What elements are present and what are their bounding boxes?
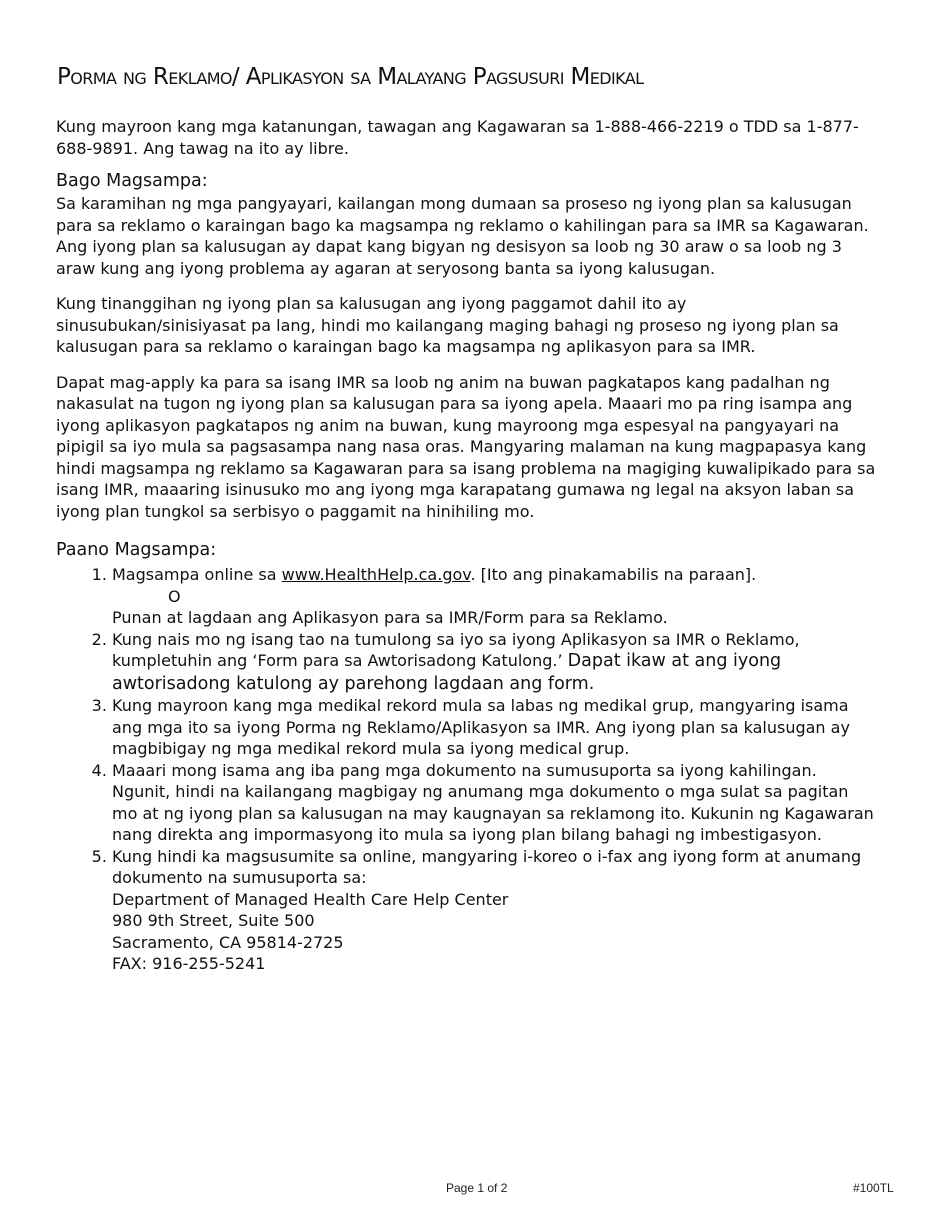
address-line-street: 980 9th Street, Suite 500 (112, 911, 315, 930)
list-item (112, 564, 878, 629)
list-item (112, 846, 878, 975)
page-title: Porma ng Reklamo/ Aplikasyon sa Malayang Pagsusuri Medikal (57, 64, 644, 90)
filing-steps-list (56, 564, 878, 975)
page-number: Page 1 of 2 (446, 1181, 508, 1195)
form-code: #100TL (853, 1181, 894, 1195)
step1-alternative: Punan at lagdaan ang Aplikasyon para sa IMR/Form para sa Reklamo. (112, 608, 668, 627)
mailing-address (112, 889, 878, 975)
address-line-fax: FAX: 916-255-5241 (112, 954, 266, 973)
section-heading-how-to-file: Paano Magsampa: (56, 540, 217, 560)
address-line-city: Sacramento, CA 95814-2725 (112, 932, 344, 952)
or-separator: O (168, 586, 181, 606)
section-heading-before-filing: Bago Magsampa: (56, 171, 208, 191)
step2-emphasis: Dapat ikaw at ang iyong awtorisadong katulong ay parehong lagdaan ang form. (112, 651, 782, 694)
step1-suffix: . [Ito ang pinakamabilis na paraan]. (470, 565, 757, 584)
list-item (112, 760, 878, 846)
healthhelp-link[interactable]: www.HealthHelp.ca.gov (281, 565, 471, 584)
list-item (112, 629, 878, 696)
step3-text: Kung mayroon kang mga medikal rekord mula sa labas ng medikal grup, mangyaring isama ang mga ito sa iyong Porma ng Reklamo/Aplikasyon sa IMR. Ang iyong plan sa kalusugan ay magbibigay ng mga medikal rekord mula sa iyong medical grup. (112, 696, 850, 758)
before-filing-paragraph-1: Sa karamihan ng mga pangyayari, kailangan mong dumaan sa proseso ng iyong plan sa kalusugan para sa reklamo o karaingan bago ka magsampa ng reklamo o kahilingan para sa IMR sa Kagawaran. Ang iyong plan sa kalusugan ay dapat kang bigyan ng desisyon sa loob ng 30 araw o sa loob ng 3 araw kung ang iyong problema ay agaran at seryosong banta sa iyong kalusugan. (56, 194, 869, 278)
before-filing-paragraph-3: Dapat mag-apply ka para sa isang IMR sa loob ng anim na buwan pagkatapos kang padalhan ng nakasulat na tugon ng iyong plan sa kalusugan para sa iyong apela. Maaari mo pa ring isampa ang iyong aplikasyon pagkatapos ng anim na buwan, kung mayroong mga espesyal na pangyayari na pipigil sa iyo mula sa pagsasampa nang nasa oras. Mangyaring malaman na kung magpapasya kang hindi magsampa ng reklamo sa Kagawaran para sa isang problema na magiging kuwalipikado para sa isang IMR, maaaring isinusuko mo ang iyong mga karapatang gumawa ng legal na aksyon laban sa iyong plan tungkol sa serbisyo o paggamit na hinihiling mo. (56, 372, 876, 521)
address-line-org: Department of Managed Health Care Help Center (112, 889, 509, 909)
list-item (112, 695, 878, 760)
document-body (56, 116, 878, 975)
step1-text: Magsampa online sa (112, 565, 282, 584)
before-filing-paragraph-2: Kung tinanggihan ng iyong plan sa kalusugan ang iyong paggamot dahil ito ay sinusubukan/sinisiyasat pa lang, hindi mo kailangang maging bahagi ng proseso ng iyong plan sa kalusugan para sa reklamo o karaingan bago ka magsampa ng aplikasyon para sa IMR. (56, 294, 839, 356)
intro-paragraph: Kung mayroon kang mga katanungan, tawagan ang Kagawaran sa 1-888-466-2219 o TDD sa 1-877-688-9891. Ang tawag na ito ay libre. (56, 117, 859, 158)
step5-text: Kung hindi ka magsusumite sa online, mangyaring i-koreo o i-fax ang iyong form at anumang dokumento na sumusuporta sa: (112, 846, 862, 887)
step4-text: Maaari mong isama ang iba pang mga dokumento na sumusuporta sa iyong kahilingan. Ngunit, hindi na kailangang magbigay ng anumang mga dokumento o mga sulat sa pagitan mo at ng iyong plan sa kalusugan na may kaugnayan sa reklamong ito. Kukunin ng Kagawaran nang direkta ang impormasyong ito mula sa iyong plan bilang bahagi ng imbestigasyon. (112, 760, 874, 844)
step2-text: Kung nais mo ng isang tao na tumulong sa iyo sa iyong Aplikasyon sa IMR o Reklamo, kumpletuhin ang ‘Form para sa Awtorisadong Katulong.’ (112, 629, 800, 670)
